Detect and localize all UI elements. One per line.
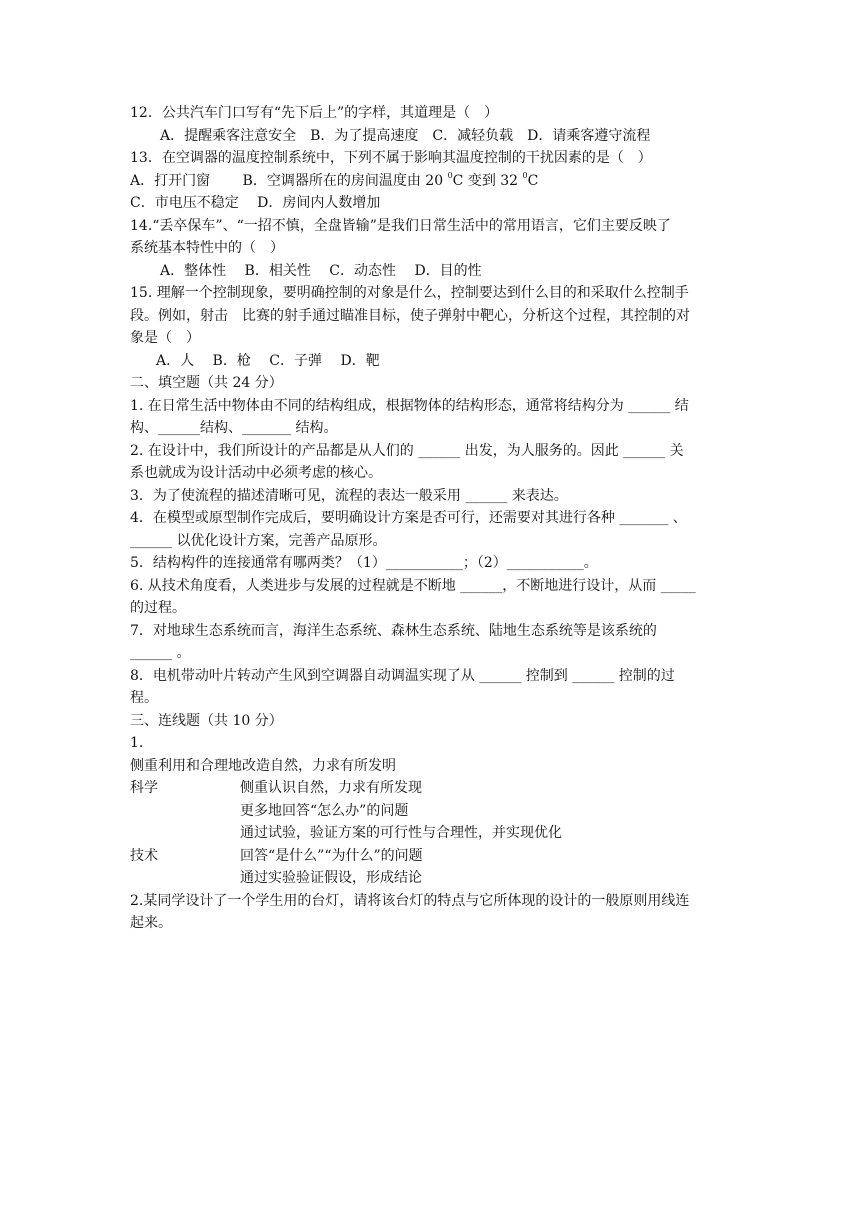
match1-row — [130, 822, 732, 845]
q12-options: A．提醒乘客注意安全 B．为了提高速度 C．减轻负载 D．请乘客遵守流程 — [160, 127, 651, 144]
fill4-line1: 4．在模型或原型制作完成后，要明确设计方案是否可行，还需要对其进行各种 _______ 、 — [130, 510, 687, 526]
section3-heading: 三、连线题（共 10 分） — [130, 712, 283, 729]
fill8-line1: 8．电机带动叶片转动产生风到空调器自动调温实现了从 ______ 控制到 ______ 控制的过 — [130, 667, 675, 684]
section2-heading: 二、填空题（共 24 分） — [130, 375, 283, 391]
degree-sup: 0 — [447, 170, 453, 180]
match-right-3: 通过试验，验证方案的可行性与合理性，并实现优化 — [240, 825, 562, 841]
fill2-line2: 系也就成为设计活动中必须考虑的核心。 — [130, 465, 382, 481]
fill2-line1: 2. 在设计中，我们所设计的产品都是从人们的 ______ 出发，为人服务的。因此 ______ 关 — [130, 442, 684, 459]
q13-opt-b-end: C — [527, 172, 539, 189]
degree-sup: 0 — [522, 170, 528, 180]
fill7-line2: ______ 。 — [130, 645, 191, 661]
match-left-science: 科学 — [130, 780, 158, 796]
match1-row — [130, 867, 732, 890]
exam-page — [130, 102, 732, 935]
q13-opt-b-mid: C 变到 32 — [452, 172, 523, 189]
q13-options-ab — [130, 170, 732, 193]
fill4-line2: ______ 以优化设计方案，完善产品原形。 — [130, 532, 387, 549]
match1-row — [130, 800, 732, 823]
fill6-line2: 的过程。 — [130, 600, 186, 616]
fill8-line2: 程。 — [130, 690, 158, 706]
fill6-line1: 6. 从技术角度看，人类进步与发展的过程就是不断地 ______，不断地进行设计，从而 _____ — [130, 577, 696, 594]
q13-options-cd: C．市电压不稳定 D．房间内人数增加 — [130, 195, 381, 211]
q14-stem-line2: 系统基本特性中的（ ） — [130, 240, 284, 256]
q13-stem: 13．在空调器的温度控制系统中，下列不属于影响其温度控制的干扰因素的是（ ） — [130, 150, 652, 166]
match1-row-science — [130, 777, 732, 800]
match1-item-top: 侧重利用和合理地改造自然，力求有所发明 — [130, 757, 396, 774]
match2-line2: 起来。 — [130, 915, 172, 931]
match-right-1: 侧重认识自然，力求有所发现 — [240, 780, 422, 796]
match-right-2: 更多地回答“怎么办”的问题 — [240, 802, 409, 819]
match-left-tech: 技术 — [130, 847, 158, 864]
q15-options: A．人 B．枪 C．子弹 D．靶 — [156, 352, 380, 369]
q13-opt-a-b: A．打开门窗 B．空调器所在的房间温度由 20 — [130, 172, 448, 189]
match-right-4: 回答“是什么”“为什么”的问题 — [240, 847, 423, 864]
fill1-line2: 构、______结构、_______ 结构。 — [130, 420, 338, 436]
q12-stem: 12．公共汽车门口写有“先下后上”的字样，其道理是（ ） — [130, 105, 499, 121]
fill5: 5．结构构件的连接通常有哪两类？（1）___________；（2）___________。 — [130, 555, 598, 571]
fill7-line1: 7．对地球生态系统而言，海洋生态系统、森林生态系统、陆地生态系统等是该系统的 — [130, 622, 657, 639]
q14-stem-line1: 14.“丢卒保车”、“一招不慎，全盘皆输”是我们日常生活中的常用语言，它们主要反映了 — [130, 217, 671, 234]
match1-row-tech — [130, 845, 732, 868]
q14-options: A．整体性 B．相关性 C．动态性 D．目的性 — [160, 262, 482, 279]
q15-line2: 段。例如，射击 比赛的射手通过瞄准目标，使子弹射中靶心，分析这个过程，其控制的对 — [130, 307, 690, 324]
q15-line3: 象是（ ） — [130, 330, 200, 346]
q15-line1: 15. 理解一个控制现象，要明确控制的对象是什么，控制要达到什么目的和采取什么控制手 — [130, 285, 689, 301]
fill1-line1: 1. 在日常生活中物体由不同的结构组成，根据物体的结构形态，通常将结构分为 ______ 结 — [130, 397, 689, 414]
match2-line1: 2.某同学设计了一个学生用的台灯，请将该台灯的特点与它所体现的设计的一般原则用线连 — [130, 892, 690, 909]
match-right-5: 通过实验验证假设，形成结论 — [240, 870, 422, 886]
fill3: 3．为了使流程的描述清晰可见，流程的表达一般采用 ______ 来表达。 — [130, 487, 568, 504]
match1-label: 1. — [130, 735, 144, 751]
